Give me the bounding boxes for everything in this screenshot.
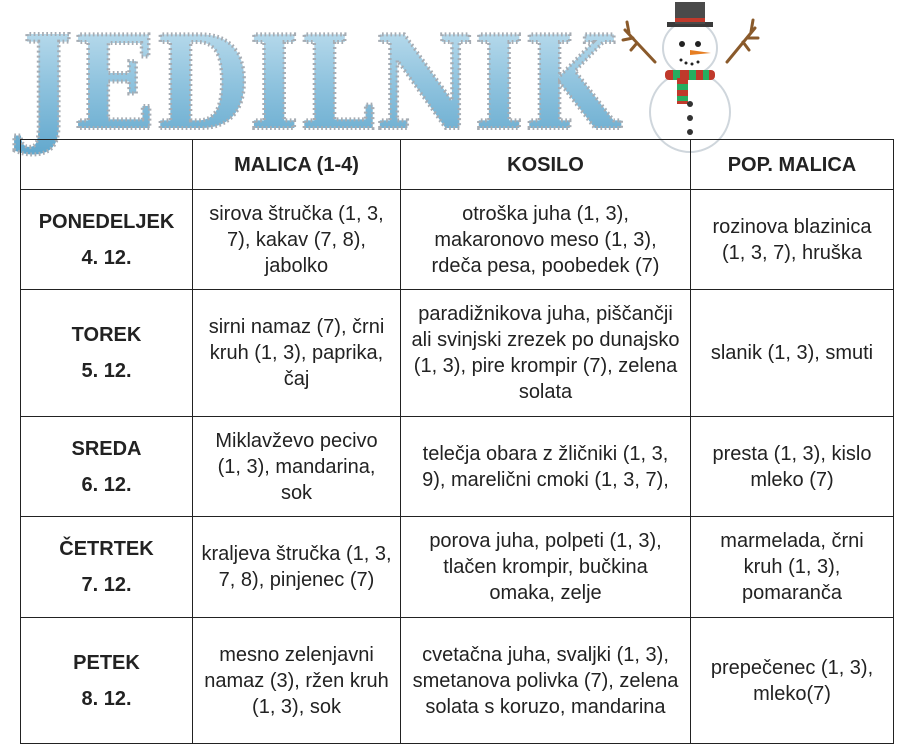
day-cell — [21, 417, 193, 517]
column-header-empty — [21, 140, 193, 190]
malica-cell: sirova štručka (1, 3, 7), kakav (7, 8), jabolko — [193, 190, 401, 290]
day-date: 5. 12. — [81, 360, 132, 382]
malica-cell: sirni namaz (7), črni kruh (1, 3), paprika, čaj — [193, 290, 401, 417]
malica-cell: kraljeva štručka (1, 3, 7, 8), pinjenec (7) — [193, 517, 401, 618]
kosilo-cell: paradižnikova juha, piščančji ali svinjski zrezek po dunajsko (1, 3), pire krompir (7), zelena solata — [401, 290, 691, 417]
day-date: 6. 12. — [81, 473, 132, 496]
day-cell — [21, 190, 193, 290]
kosilo-cell: otroška juha (1, 3), makaronovo meso (1, 3), rdeča pesa, poobedek (7) — [401, 190, 691, 290]
day-date: 8. 12. — [81, 687, 132, 710]
pop-malica-cell: marmelada, črni kruh (1, 3), pomaranča — [691, 517, 894, 618]
day-name: TOREK — [71, 324, 142, 346]
malica-cell: Miklavževo pecivo (1, 3), mandarina, sok — [193, 417, 401, 517]
kosilo-cell: porova juha, polpeti (1, 3), tlačen krompir, bučkina omaka, zelje — [401, 517, 691, 618]
page-title: JEDILNIK — [13, 9, 623, 159]
day-name: PONEDELJEK — [38, 210, 175, 233]
table-row — [21, 618, 894, 744]
header-row — [21, 140, 894, 190]
pop-malica-cell: rozinova blazinica (1, 3, 7), hruška — [691, 190, 894, 290]
day-cell — [21, 290, 193, 417]
malica-cell: mesno zelenjavni namaz (3), ržen kruh (1, 3), sok — [193, 618, 401, 744]
day-name: PETEK — [73, 651, 140, 674]
column-header-pop-malica: POP. MALICA — [691, 140, 894, 190]
pop-malica-cell: prepečenec (1, 3), mleko(7) — [691, 618, 894, 744]
header — [0, 0, 901, 159]
column-header-malica: MALICA (1-4) — [193, 140, 401, 190]
day-name: SREDA — [71, 437, 142, 460]
table-row — [21, 517, 894, 618]
day-name: ČETRTEK — [59, 538, 154, 560]
menu-table — [20, 139, 894, 744]
pop-malica-cell: presta (1, 3), kislo mleko (7) — [691, 417, 894, 517]
table-row — [21, 290, 894, 417]
table-row — [21, 190, 894, 290]
column-header-kosilo: KOSILO — [401, 140, 691, 190]
title-banner — [0, 0, 640, 159]
snowman-icon — [615, 0, 765, 146]
kosilo-cell: telečja obara z žličniki (1, 3, 9), marelični cmoki (1, 3, 7), — [401, 417, 691, 517]
day-cell — [21, 517, 193, 618]
table-row — [21, 417, 894, 517]
kosilo-cell: cvetačna juha, svaljki (1, 3), smetanova polivka (7), zelena solata s koruzo, mandarina — [401, 618, 691, 744]
day-date: 4. 12. — [81, 246, 132, 269]
pop-malica-cell: slanik (1, 3), smuti — [691, 290, 894, 417]
day-cell — [21, 618, 193, 744]
day-date: 7. 12. — [81, 574, 132, 596]
